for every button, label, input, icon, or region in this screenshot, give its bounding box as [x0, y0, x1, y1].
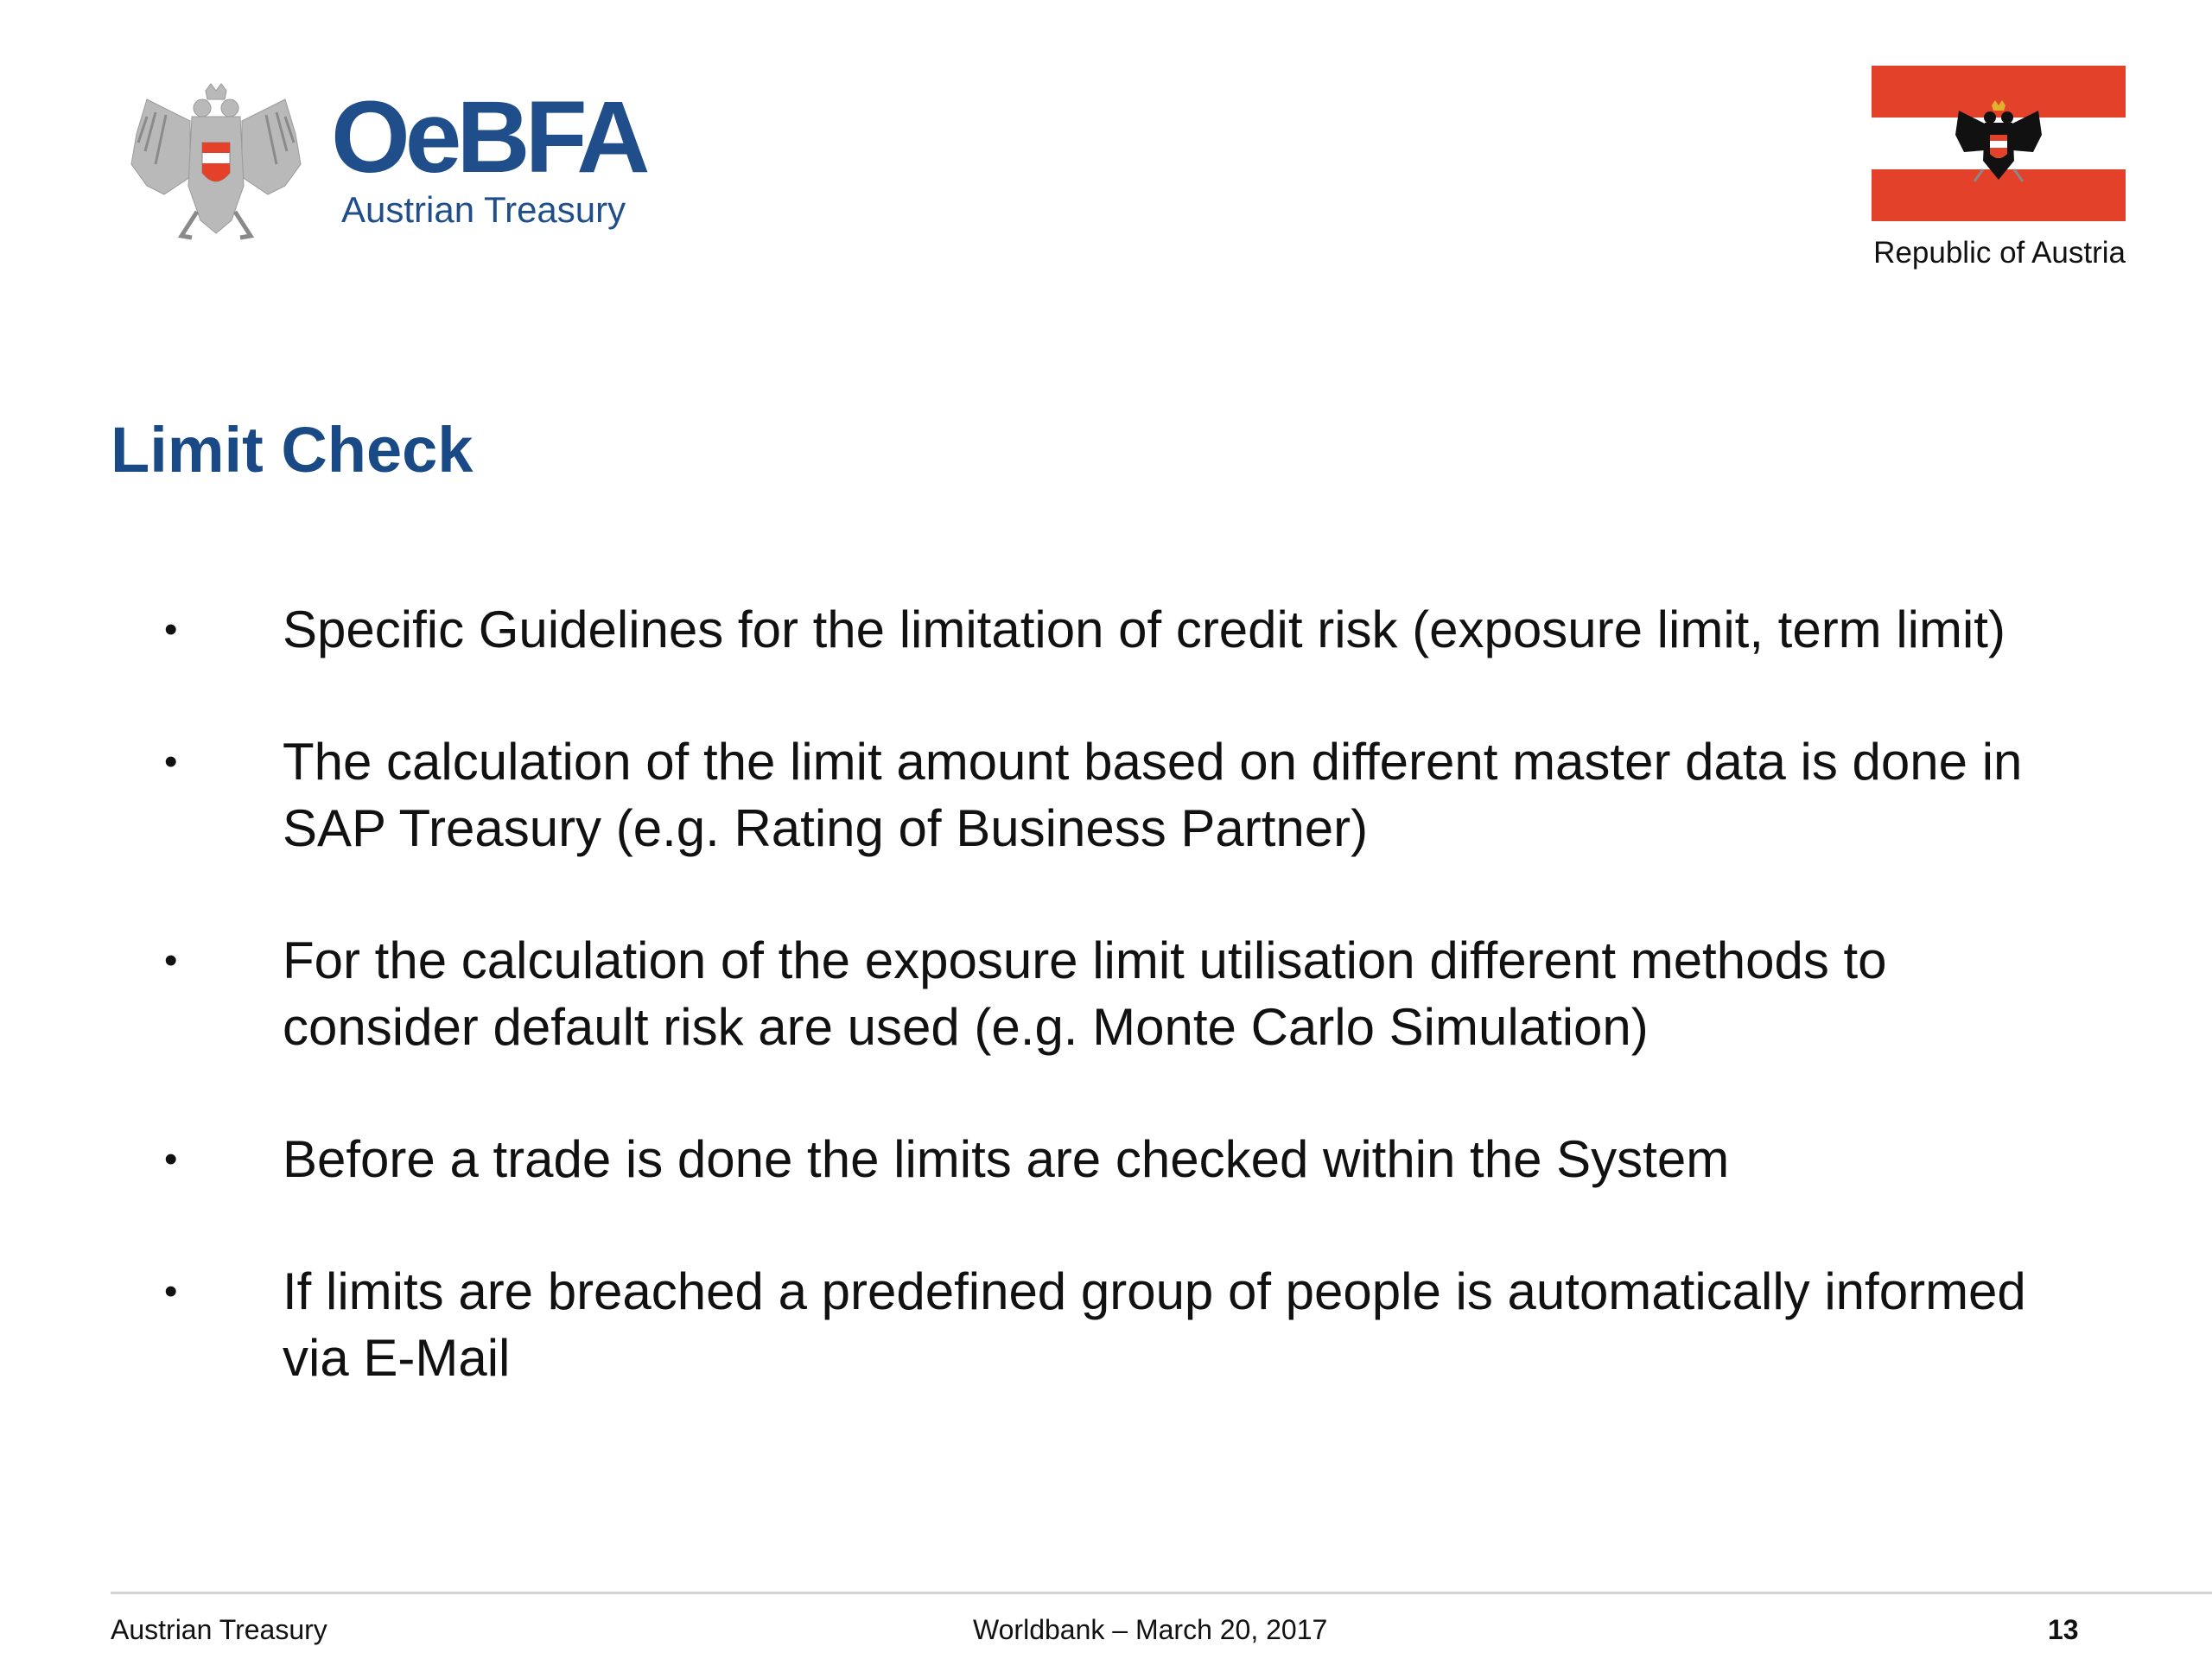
page-number: 13 — [2048, 1614, 2079, 1645]
bullet-text: Before a trade is done the limits are checked within the System — [283, 1130, 1730, 1188]
page-title: Limit Check — [111, 414, 474, 486]
austrian-eagle-icon — [130, 82, 302, 242]
bullet-marker: • — [164, 741, 178, 783]
footer-organization: Austrian Treasury — [111, 1614, 327, 1645]
list-item — [164, 1258, 2065, 1391]
oebfa-logo — [130, 80, 645, 246]
bullet-list — [164, 596, 2065, 1457]
list-item — [164, 728, 2065, 861]
list-item — [164, 1126, 2065, 1192]
flag-caption: Republic of Austria — [1873, 236, 2126, 270]
brand-subtitle: Austrian Treasury — [341, 189, 626, 230]
bullet-text: Specific Guidelines for the limitation of credit risk (exposure limit, term limit) — [283, 601, 2005, 658]
austria-flag-block — [1872, 66, 2131, 282]
footer-divider — [111, 1592, 2212, 1594]
footer-event-date: Worldbank – March 20, 2017 — [973, 1614, 1328, 1645]
bullet-text: If limits are breached a predefined group of people is automatically informed via E-Mail — [283, 1262, 2026, 1387]
bullet-marker: • — [164, 1270, 178, 1313]
list-item — [164, 927, 2065, 1060]
bullet-marker: • — [164, 608, 178, 651]
bullet-marker: • — [164, 1138, 178, 1180]
bullet-text: The calculation of the limit amount based on different master data is done in SAP Treasury (e.g. Rating of Business Partner) — [283, 733, 2023, 857]
bullet-text: For the calculation of the exposure limit utilisation different methods to consider default risk are used (e.g. Monte Carlo Simulation) — [283, 931, 1887, 1056]
list-item — [164, 596, 2065, 663]
austria-flag-icon — [1872, 66, 2126, 221]
brand-name: OeBFA — [331, 80, 645, 194]
bullet-marker: • — [164, 939, 178, 982]
